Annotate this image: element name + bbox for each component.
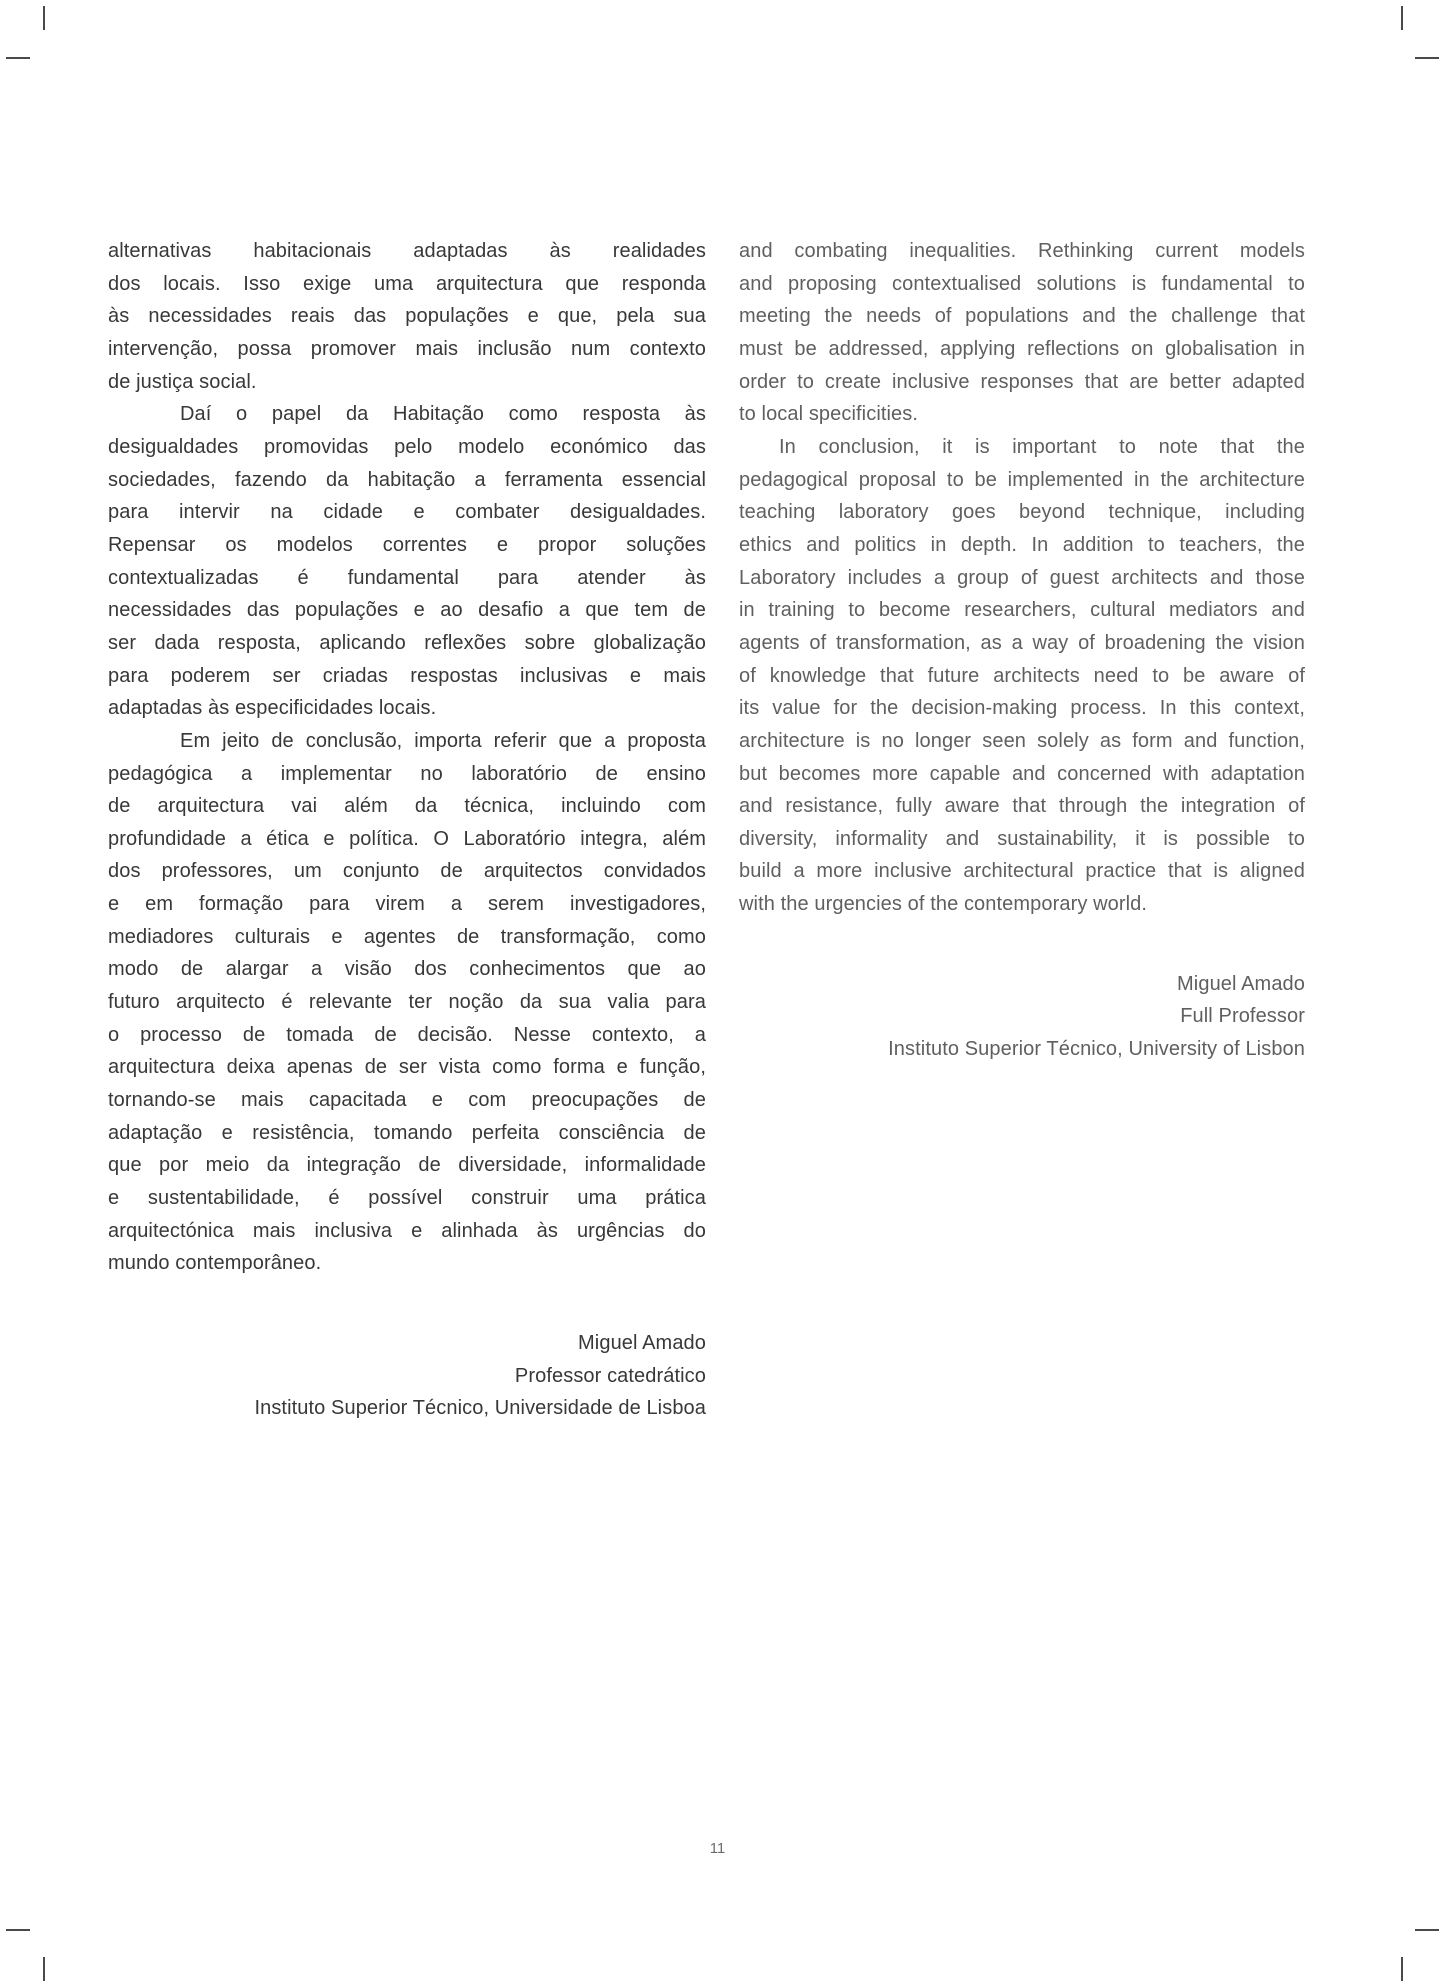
text-line: sociedades, fazendo da habitação a ferramenta essencial	[108, 468, 706, 491]
text-line: de arquitectura vai além da técnica, incluindo com	[108, 795, 706, 818]
text-line: alternativas habitacionais adaptadas às realidades	[108, 240, 706, 262]
signature-line: Full Professor	[1180, 1005, 1305, 1028]
text-line: meeting the needs of populations and the challenge that	[739, 305, 1305, 328]
text-line: dos locais. Isso exige uma arquitectura que responda	[108, 272, 706, 295]
text-line: and proposing contextualised solutions is fundamental to	[739, 272, 1305, 295]
signature-line: Instituto Superior Técnico, Universidade de Lisboa	[254, 1397, 706, 1420]
text-line: e em formação para virem a serem investigadores,	[108, 893, 706, 916]
text-line: in training to become researchers, cultural mediators and	[739, 599, 1305, 622]
signature-line: Instituto Superior Técnico, University of Lisbon	[888, 1038, 1305, 1061]
text-line: ethics and politics in depth. In addition to teachers, the	[739, 533, 1305, 556]
text-line: Laboratory includes a group of guest architects and those	[739, 566, 1305, 589]
text-line: agents of transformation, as a way of broadening the vision	[739, 631, 1305, 654]
signature-line: Miguel Amado	[578, 1332, 706, 1354]
text-line: to local specificities.	[739, 403, 919, 426]
text-line: futuro arquitecto é relevante ter noção da sua valia para	[108, 991, 706, 1014]
page-number: 11	[709, 1840, 726, 1857]
text-line: Em jeito de conclusão, importa referir que a proposta	[180, 729, 706, 752]
text-line: Repensar os modelos correntes e propor soluções	[108, 533, 706, 556]
text-line: In conclusion, it is important to note that the	[779, 435, 1305, 458]
crop-mark-bottom-right-horizontal	[1415, 1929, 1439, 1931]
portuguese-text-column	[108, 235, 706, 1425]
text-line: Daí o papel da Habitação como resposta às	[180, 403, 706, 426]
text-line: pedagógica a implementar no laboratório de ensino	[108, 762, 706, 785]
text-line: intervenção, possa promover mais inclusão num contexto	[108, 337, 706, 360]
text-line: que por meio da integração de diversidade, informalidade	[108, 1154, 706, 1177]
text-line: with the urgencies of the contemporary world.	[739, 893, 1148, 916]
text-line: must be addressed, applying reflections on globalisation in	[739, 337, 1305, 360]
english-text-column	[739, 235, 1305, 1066]
text-line: but becomes more capable and concerned with adaptation	[739, 762, 1305, 785]
text-line: and resistance, fully aware that through the integration of	[739, 795, 1305, 818]
text-line: para poderem ser criadas respostas inclusivas e mais	[108, 664, 706, 687]
text-line: de justiça social.	[108, 370, 257, 393]
text-line: desigualdades promovidas pelo modelo económico das	[108, 435, 706, 458]
text-line: necessidades das populações e ao desafio a que tem de	[108, 599, 706, 622]
text-line: pedagogical proposal to be implemented in the architecture	[739, 468, 1305, 491]
crop-mark-bottom-left-vertical	[43, 1957, 45, 1981]
text-line: o processo de tomada de decisão. Nesse contexto, a	[108, 1023, 706, 1046]
text-line: arquitectura deixa apenas de ser vista como forma e função,	[108, 1056, 706, 1079]
signature-block	[108, 1327, 706, 1425]
crop-mark-top-left-vertical	[43, 6, 45, 30]
text-line: architecture is no longer seen solely as form and function,	[739, 729, 1305, 752]
crop-mark-top-right-vertical	[1401, 6, 1403, 30]
text-line: arquitectónica mais inclusiva e alinhada às urgências do	[108, 1219, 706, 1242]
text-line: build a more inclusive architectural practice that is aligned	[739, 860, 1305, 883]
text-line: its value for the decision-making process. In this context,	[739, 697, 1305, 720]
text-line: modo de alargar a visão dos conhecimentos que ao	[108, 958, 706, 981]
crop-mark-bottom-left-horizontal	[6, 1929, 30, 1931]
text-line: diversity, informality and sustainability, it is possible to	[739, 827, 1305, 850]
signature-line: Miguel Amado	[1177, 972, 1305, 995]
text-line: para intervir na cidade e combater desigualdades.	[108, 501, 706, 524]
text-line: tornando-se mais capacitada e com preocupações de	[108, 1089, 706, 1112]
text-line: mundo contemporâneo.	[108, 1252, 322, 1275]
crop-mark-top-right-horizontal	[1415, 57, 1439, 59]
text-line: e sustentabilidade, é possível construir uma prática	[108, 1187, 706, 1210]
text-line: mediadores culturais e agentes de transformação, como	[108, 925, 706, 948]
text-line: às necessidades reais das populações e que, pela sua	[108, 305, 706, 328]
text-line: order to create inclusive responses that are better adapted	[739, 370, 1305, 393]
text-line: dos professores, um conjunto de arquitectos convidados	[108, 860, 706, 883]
signature-block	[739, 968, 1305, 1066]
crop-mark-top-left-horizontal	[6, 57, 30, 59]
text-line: contextualizadas é fundamental para atender às	[108, 566, 706, 589]
crop-mark-bottom-right-vertical	[1401, 1957, 1403, 1981]
text-line: ser dada resposta, aplicando reflexões sobre globalização	[108, 631, 706, 654]
text-line: profundidade a ética e política. O Laboratório integra, além	[108, 827, 706, 850]
text-line: and combating inequalities. Rethinking current models	[739, 240, 1305, 262]
text-line: teaching laboratory goes beyond technique, including	[739, 501, 1305, 524]
text-line: adaptação e resistência, tomando perfeita consciência de	[108, 1121, 706, 1144]
text-line: adaptadas às especificidades locais.	[108, 697, 437, 720]
signature-line: Professor catedrático	[514, 1364, 706, 1387]
text-line: of knowledge that future architects need to be aware of	[739, 664, 1305, 687]
